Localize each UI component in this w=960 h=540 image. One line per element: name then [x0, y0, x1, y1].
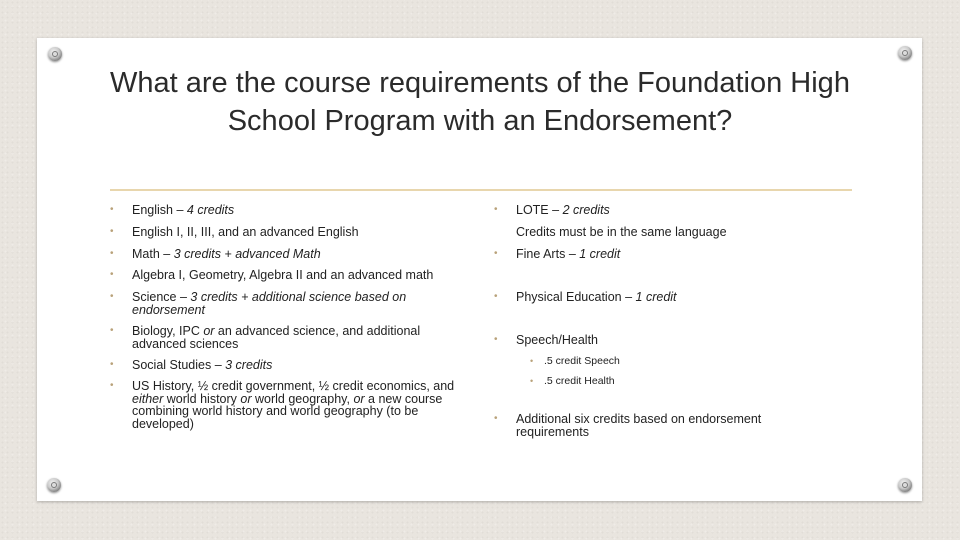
detail-text: Biology, IPC [132, 324, 204, 338]
subject-label: Physical Education [516, 290, 622, 304]
slide-title: What are the course requirements of the Foundation High School Program with an Endorsement? [110, 67, 850, 137]
credits-label: – 3 credits [211, 358, 273, 372]
thumbtack-icon [898, 46, 912, 60]
credits-label: – 1 credit [625, 290, 677, 304]
subject-label: English [132, 203, 173, 217]
detail-emphasis: or [203, 324, 215, 338]
credits-label: – 3 credits + advanced Math [163, 247, 321, 261]
subject-label: Math [132, 247, 160, 261]
subject-label: Social Studies [132, 358, 212, 372]
detail-emphasis: either [132, 391, 164, 406]
detail-text: US History, ½ credit government, ½ credit economics, and [132, 379, 455, 393]
credits-label: – 1 credit [568, 247, 621, 261]
detail-emphasis: or [353, 391, 365, 406]
bullet-icon: • [494, 248, 498, 259]
detail-text: world history [163, 391, 241, 406]
credits-label: – 2 credits [552, 203, 610, 217]
subject-label: Additional six credits based on endorsement requirements [516, 412, 762, 439]
bullet-icon: • [110, 325, 114, 336]
bullet-icon: • [110, 291, 114, 302]
bullet-icon: • [110, 359, 114, 370]
subject-label: Speech/Health [516, 333, 599, 347]
detail-text: .5 credit Speech [544, 355, 620, 367]
subject-label: Fine Arts [516, 247, 566, 261]
bullet-icon: • [110, 380, 114, 391]
bullet-icon: • [110, 204, 114, 215]
bullet-icon: • [494, 291, 498, 302]
subject-label: Science [132, 290, 177, 304]
bullet-icon: • [530, 376, 534, 386]
bullet-icon: • [110, 269, 114, 280]
credits-label: – 3 credits + additional science based on endorsement [132, 290, 407, 317]
bullet-icon: • [494, 334, 498, 345]
detail-text: Credits must be in the same language [516, 225, 727, 239]
bullet-icon: • [110, 248, 114, 259]
detail-text: English I, II, III, and an advanced English [132, 225, 359, 239]
bullet-icon: • [494, 204, 498, 215]
bullet-icon: • [110, 226, 114, 237]
bullet-icon: • [530, 356, 534, 366]
bullet-icon: • [494, 413, 498, 424]
detail-text: world geography, [251, 391, 354, 406]
detail-text: an advanced science, and additional advanced sciences [132, 324, 421, 351]
detail-text: .5 credit Health [544, 375, 615, 387]
thumbtack-icon [48, 47, 62, 61]
subject-label: LOTE [516, 203, 549, 217]
thumbtack-icon [898, 478, 912, 492]
detail-emphasis: or [240, 391, 252, 406]
credits-label: – 4 credits [176, 203, 235, 217]
title-divider [110, 189, 852, 191]
thumbtack-icon [47, 478, 61, 492]
detail-text: a new course combining world history and world geography (to be developed) [132, 391, 443, 431]
detail-text: Algebra I, Geometry, Algebra II and an advanced math [132, 268, 434, 282]
